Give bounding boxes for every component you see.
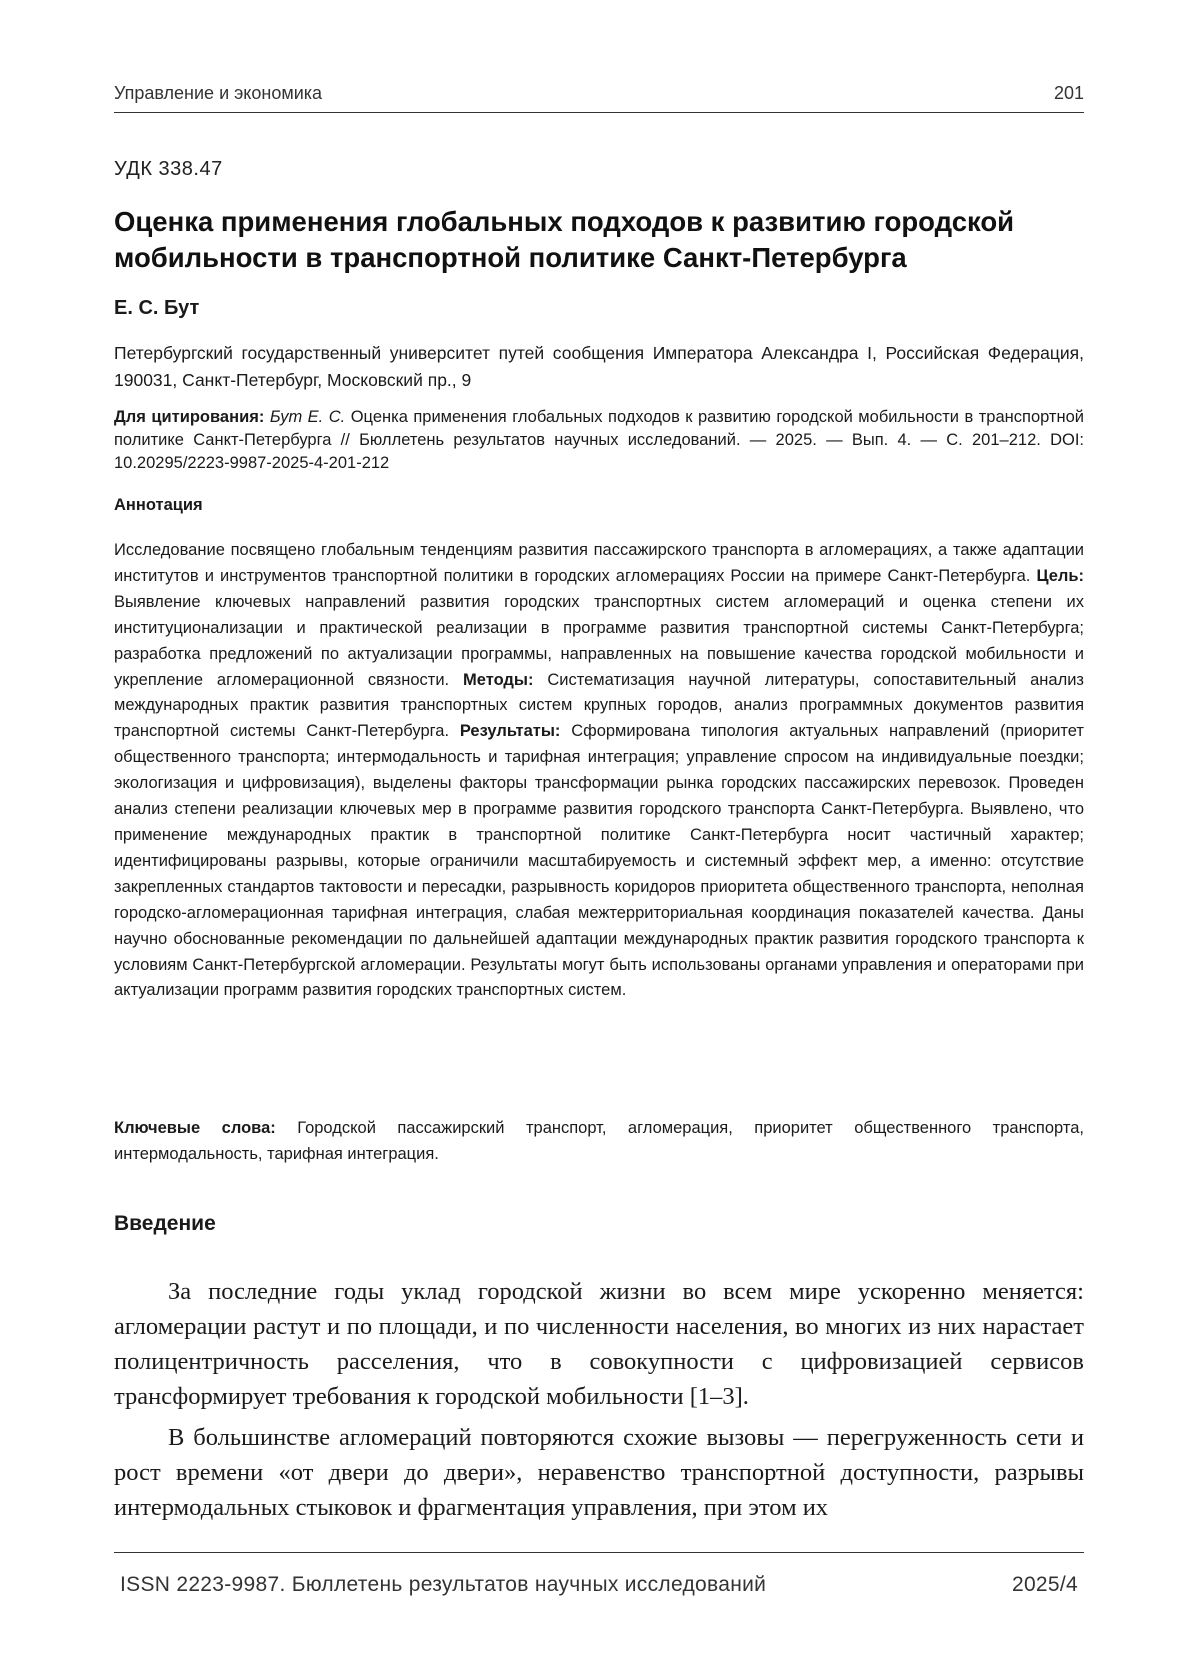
abstract-intro: Исследование посвящено глобальным тенденциям развития пассажирского транспорта в агломерациях, а также адаптации институтов и инструментов транспортной политики в городских агломерациях России на примере Санкт-Петербурга. xyxy=(114,541,1084,585)
abstract-heading: Аннотация xyxy=(114,496,203,514)
footer-journal: ISSN 2223-9987. Бюллетень результатов научных исследований xyxy=(120,1573,767,1596)
page-number: 201 xyxy=(1053,82,1084,103)
affiliation: Петербургский государственный университет путей сообщения Императора Александра I, Российская Федерация, 190031, Санкт-Петербург, Московский пр., 9 xyxy=(114,343,1084,390)
abstract-goal: Выявление ключевых направлений развития городских транспортных систем агломераций и оценка степени их институционализации и практической реализации в программе развития транспортной системы Санкт-Петербурга; разработка предложений по актуализации программы, направленных на повышение качества городской мобильности и укрепление агломерационной связности. xyxy=(114,592,1084,689)
keywords-label: Ключевые слова: xyxy=(114,1119,276,1137)
article-title: Оценка применения глобальных подходов к развитию городской мобильности в транспортной политике Санкт-Петербурга xyxy=(114,206,1015,273)
keywords xyxy=(114,1115,1084,1167)
running-footer xyxy=(114,1552,1084,1597)
introduction-heading: Введение xyxy=(114,1212,216,1235)
abstract-methods: Систематизация научной литературы, сопоставительный анализ международных практик развития транспортных систем крупных городов, анализ программных документов развития транспортной системы Санкт-Петербурга. xyxy=(114,670,1084,741)
intro-paragraph-2: В большинстве агломераций повторяются схожие вызовы — перегруженность сети и рост времени «от двери до двери», неравенство транспортной доступности, разрывы интермодальных стыковок и фрагментация управления, при этом их xyxy=(114,1424,1084,1521)
citation-authors: Бут Е. С. xyxy=(269,408,346,426)
author: Е. С. Бут xyxy=(114,297,200,319)
citation-label: Для цитирования: xyxy=(114,408,265,426)
abstract-results-label: Результаты: xyxy=(459,722,561,741)
citation xyxy=(114,406,1084,475)
abstract-methods-label: Методы: xyxy=(463,670,534,689)
abstract-goal-label: Цель: xyxy=(1036,566,1084,585)
abstract xyxy=(114,538,1084,1004)
udk-code: УДК 338.47 xyxy=(114,158,223,180)
running-header xyxy=(114,74,1084,113)
intro-paragraph-1: За последние годы уклад городской жизни во всем мире ускоренно меняется: агломерации растут и по площади, и по численности населения, во многих из них нарастает полицентричность расселения, что в совокупности с цифровизацией сервисов трансформирует требования к городской мобильности [1–3]. xyxy=(114,1278,1084,1410)
keywords-text: Городской пассажирский транспорт, агломерация, приоритет общественного транспорта, интермодальность, тарифная интеграция. xyxy=(114,1119,1084,1163)
abstract-results: Сформирована типология актуальных направлений (приоритет общественного транспорта; интермодальность и тарифная интеграция; управление спросом на индивидуальные поездки; экологизация и цифровизация), выделены факторы трансформации рынка городских пассажирских перевозок. Проведен анализ степени реализации ключевых мер в программе развития городского транспорта Санкт-Петербурга. Выявлено, что применение международных практик в транспортной политике Санкт-Петербурга носит частичный характер; идентифицированы разрывы, которые ограничили масштабируемость и системный эффект мер, а именно: отсутствие закрепленных стандартов тактовости и пересадки, разрывность коридоров приоритета общественного транспорта, неполная городско-агломерационная тарифная интеграция, слабая межтерриториальная координация показателей качества. Даны научно обоснованные рекомендации по дальнейшей адаптации международных практик развития городского транспорта к условиям Санкт-Петербургской агломерации. Результаты могут быть использованы органами управления и операторами при актуализации программ развития городских транспортных систем. xyxy=(114,722,1084,1000)
citation-text: Оценка применения глобальных подходов к развитию городской мобильности в транспортной политике Санкт-Петербурга // Бюллетень результатов научных исследований. — 2025. — Вып. 4. — С. 201–212. DOI: 10.20295/2223-9987-2025-4-201-212 xyxy=(114,408,1084,472)
journal-section: Управление и экономика xyxy=(114,82,323,103)
footer-issue: 2025/4 xyxy=(1011,1573,1078,1596)
introduction-body xyxy=(114,1274,1084,1531)
